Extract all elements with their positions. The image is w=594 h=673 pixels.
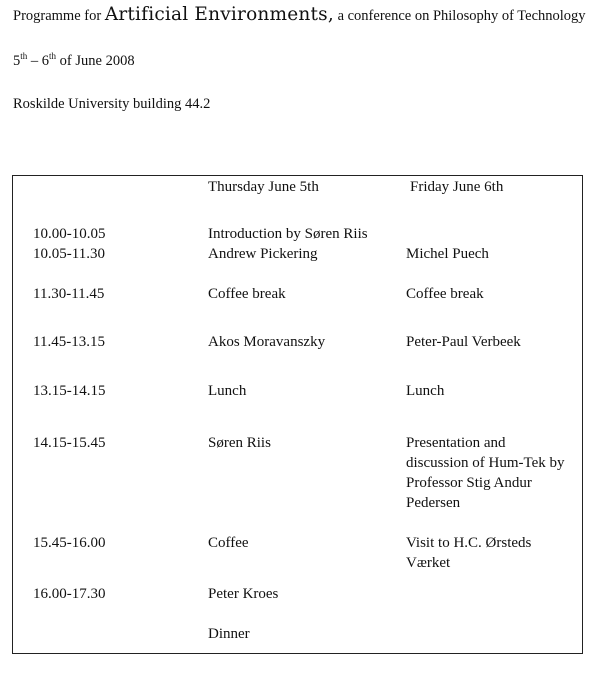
time-cell: 10.05-11.30: [33, 246, 105, 262]
heading-prefix: Programme for: [13, 8, 105, 24]
friday-cell: Michel Puech: [406, 246, 489, 262]
friday-cell: Peter-Paul Verbeek: [406, 334, 521, 350]
thursday-cell: Coffee break: [208, 286, 286, 302]
date-day-2: 6: [41, 53, 50, 69]
column-header-friday: Friday June 6th: [410, 179, 504, 195]
thursday-cell: Peter Kroes: [208, 586, 279, 602]
time-cell: 10.00-10.05: [33, 226, 106, 242]
column-header-thursday: Thursday June 5th: [208, 179, 319, 195]
friday-cell: Lunch: [406, 383, 445, 399]
programme-heading: [13, 4, 586, 25]
thursday-cell: Introduction by Søren Riis: [208, 226, 368, 242]
thursday-cell: Andrew Pickering: [208, 246, 318, 262]
conference-title: Artificial Environments,: [104, 4, 334, 25]
thursday-cell: Akos Moravanszky: [208, 334, 326, 350]
date-day-1: 5: [13, 53, 21, 69]
thursday-cell: Dinner: [208, 626, 250, 642]
heading-suffix: a conference on Philosophy of Technology: [333, 8, 586, 24]
friday-cell: Presentation and discussion of Hum-Tek by Professor Stig Andur Pedersen: [406, 435, 565, 511]
time-cell: 11.45-13.15: [33, 334, 105, 350]
friday-cell: Coffee break: [406, 286, 484, 302]
time-cell: 15.45-16.00: [33, 535, 106, 551]
time-cell: 14.15-15.45: [33, 435, 106, 451]
date-rest: of June 2008: [56, 53, 135, 69]
date-suffix-1: th: [20, 51, 28, 61]
date-separator: –: [27, 53, 42, 69]
conference-dates: [13, 53, 135, 70]
venue: Roskilde University building 44.2: [13, 96, 211, 112]
date-suffix-2: th: [49, 51, 57, 61]
thursday-cell: Lunch: [208, 383, 247, 399]
time-cell: 13.15-14.15: [33, 383, 106, 399]
time-cell: 16.00-17.30: [33, 586, 106, 602]
time-cell: 11.30-11.45: [33, 286, 105, 302]
thursday-cell: Søren Riis: [208, 435, 271, 451]
friday-cell: Visit to H.C. Ørsteds Værket: [406, 535, 532, 571]
thursday-cell: Coffee: [208, 535, 249, 551]
